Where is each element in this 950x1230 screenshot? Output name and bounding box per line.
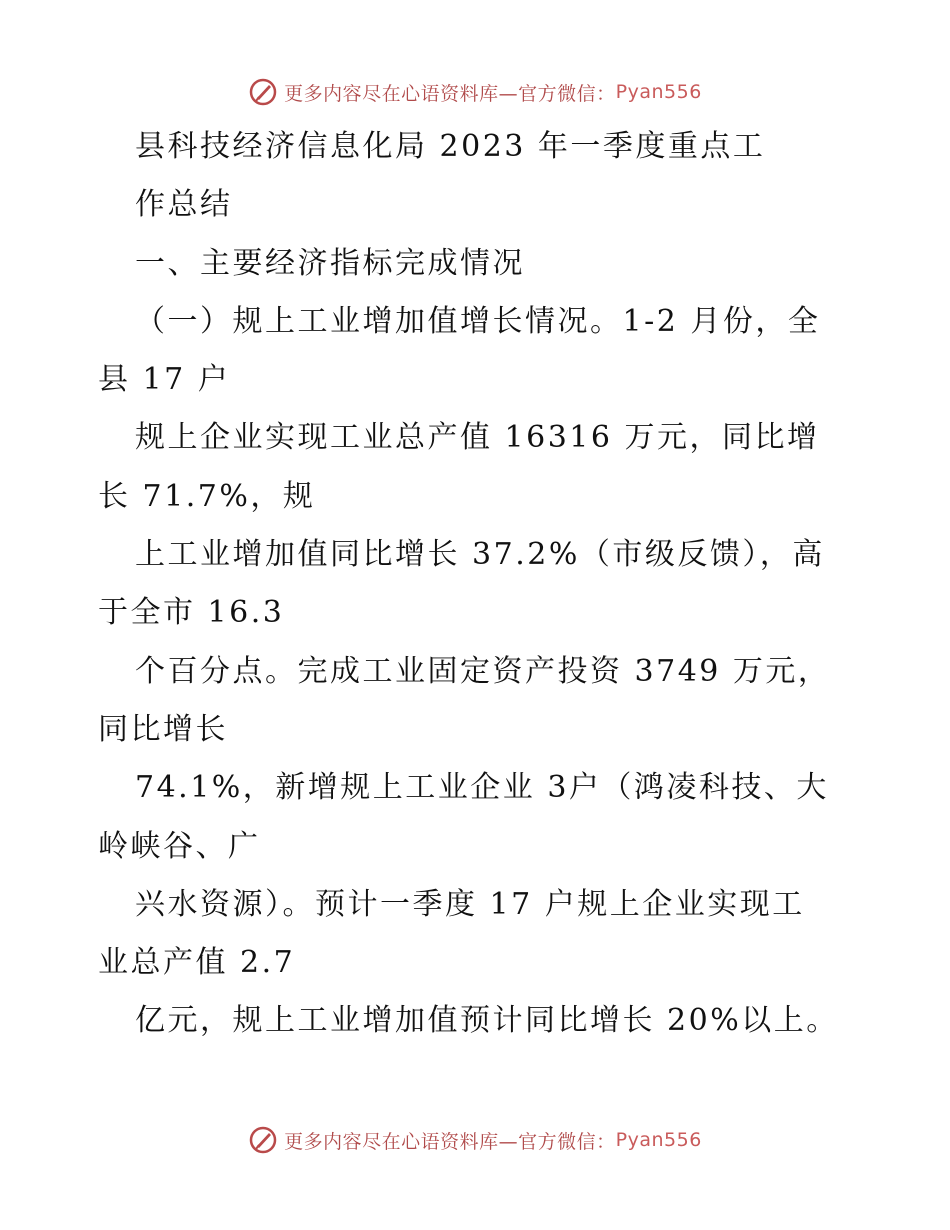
watermark-footer [0, 1120, 950, 1160]
section-heading: 一、主要经济指标完成情况 [135, 245, 525, 281]
paragraph-line: 上工业增加值同比增长 37.2%（市级反馈），高 [135, 537, 825, 573]
paragraph-line: 于全市 16.3 [98, 595, 285, 631]
watermark-header [0, 72, 950, 112]
paragraph-line: 亿元，规上工业增加值预计同比增长 20%以上。 [135, 1003, 839, 1039]
document-body [98, 118, 858, 1051]
watermark-text: 更多内容尽在心语资料库—官方微信： [284, 82, 616, 105]
paragraph-line: 县 17 户 [98, 362, 231, 398]
title-line-1: 县科技经济信息化局 2023 年一季度重点工 [135, 129, 766, 164]
paragraph-line: 长 71.7%，规 [98, 478, 316, 514]
paragraph-line: 同比增长 [98, 711, 228, 747]
paragraph-line: 74.1%，新增规上工业企业 3户（鸿凌科技、大 [135, 770, 829, 806]
watermark-id: Pyan556 [615, 1129, 702, 1151]
paragraph-line: 岭峡谷、广 [98, 828, 261, 864]
quill-logo-icon [248, 77, 278, 107]
quill-logo-icon [248, 1125, 278, 1155]
paragraph-line: 规上企业实现工业总产值 16316 万元，同比增 [135, 420, 820, 456]
paragraph-line: （一）规上工业增加值增长情况。1-2 月份，全 [135, 303, 821, 339]
title-line-2: 作总结 [135, 187, 233, 223]
paragraph-line: 业总产值 2.7 [98, 945, 296, 981]
watermark-id: Pyan556 [615, 81, 702, 103]
paragraph-line: 个百分点。完成工业固定资产投资 3749 万元， [135, 653, 831, 689]
watermark-text: 更多内容尽在心语资料库—官方微信： [284, 1130, 616, 1153]
paragraph-line: 兴水资源）。预计一季度 17 户规上企业实现工 [135, 886, 805, 922]
